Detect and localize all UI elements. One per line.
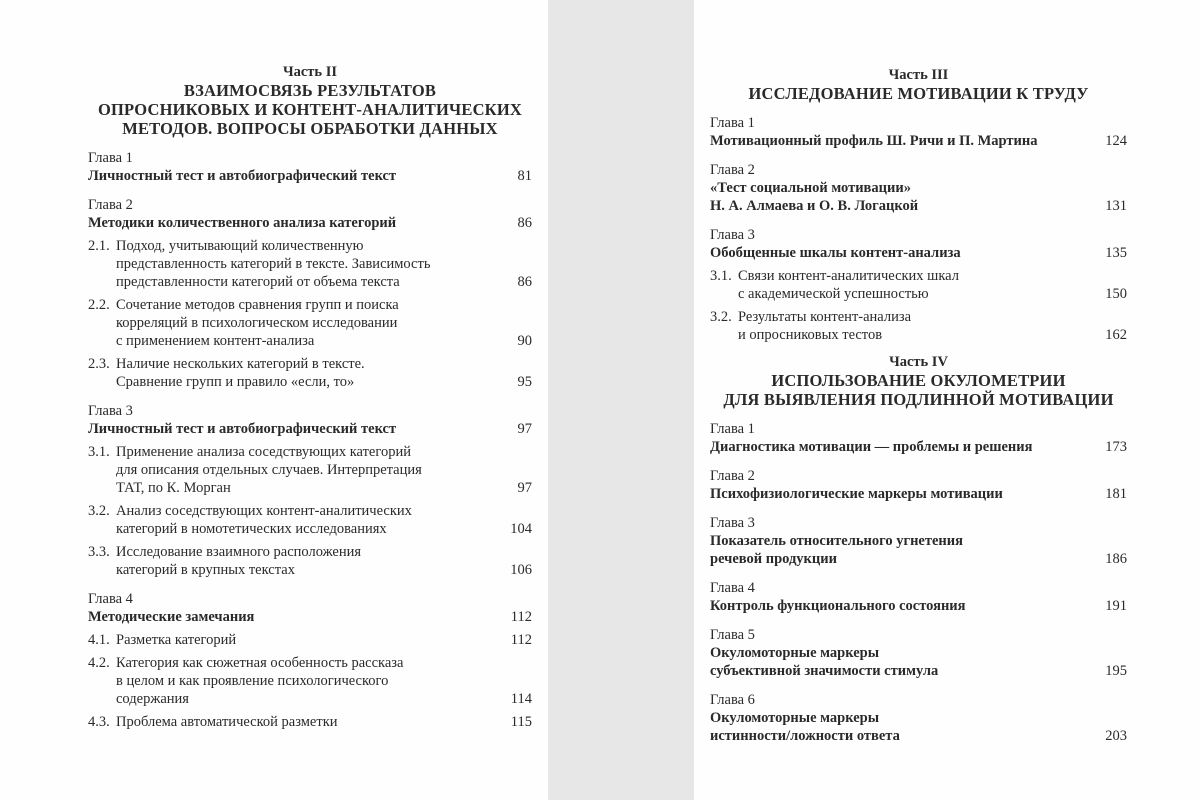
chapter-number: Глава 3 — [710, 227, 755, 243]
chapter-row — [88, 420, 532, 438]
left-toc-column — [88, 63, 532, 731]
page-number: 114 — [510, 691, 532, 707]
chapter-number: Глава 2 — [88, 197, 133, 213]
toc-section — [88, 631, 532, 649]
page-number: 162 — [1105, 327, 1127, 343]
chapter-title: Контроль функционального состояния — [710, 598, 966, 614]
chapter-title: «Тест социальной мотивации» Н. А. Алмаева и О. В. Логацкой — [710, 180, 919, 214]
part-title-line: ВЗАИМОСВЯЗЬ РЕЗУЛЬТАТОВ — [183, 81, 437, 100]
chapter-row — [710, 179, 1127, 215]
part-title-line: ДЛЯ ВЫЯВЛЕНИЯ ПОДЛИННОЙ МОТИВАЦИИ — [723, 390, 1114, 409]
section-body — [738, 267, 1127, 303]
chapter-number: Глава 5 — [710, 627, 755, 643]
toc-section — [88, 713, 532, 731]
part-title-line: ИСПОЛЬЗОВАНИЕ ОКУЛОМЕТРИИ — [771, 371, 1066, 390]
section-body — [116, 502, 532, 538]
chapter-row — [710, 644, 1127, 680]
page-number: 112 — [510, 632, 532, 648]
section-body — [116, 654, 532, 708]
chapter-list — [710, 114, 1127, 344]
section-body — [116, 296, 532, 350]
chapter-title: Обобщенные шкалы контент-анализа — [710, 245, 961, 261]
chapter-number: Глава 3 — [88, 403, 133, 419]
page-number: 191 — [1105, 598, 1127, 614]
page-number: 186 — [1105, 551, 1127, 567]
toc-chapter — [710, 514, 1127, 568]
chapter-row — [710, 244, 1127, 262]
chapter-row — [88, 167, 532, 185]
toc-section — [88, 443, 532, 497]
toc-chapter — [88, 149, 532, 185]
chapter-title: Личностный тест и автобиографический текст — [88, 421, 397, 437]
chapter-row — [710, 132, 1127, 150]
section-title: Анализ соседствующих контент-аналитических категорий в номотетических исследованиях — [116, 503, 412, 537]
section-number: 4.1. — [88, 632, 110, 648]
page-number: 135 — [1105, 245, 1127, 261]
chapter-number: Глава 4 — [88, 591, 133, 607]
chapter-title: Психофизиологические маркеры мотивации — [710, 486, 1003, 502]
page-number: 181 — [1105, 486, 1127, 502]
section-body — [116, 237, 532, 291]
chapter-row — [88, 214, 532, 232]
right-toc-column — [710, 66, 1127, 745]
section-body — [116, 355, 532, 391]
page-number: 203 — [1105, 728, 1127, 744]
chapter-number: Глава 2 — [710, 162, 755, 178]
page-number: 131 — [1105, 198, 1127, 214]
section-body — [116, 631, 532, 649]
toc-section — [88, 543, 532, 579]
chapter-number: Глава 4 — [710, 580, 755, 596]
page-number: 104 — [510, 521, 532, 537]
section-title: Разметка категорий — [116, 632, 237, 648]
section-number: 4.3. — [88, 714, 110, 730]
page-number: 86 — [517, 215, 532, 231]
toc-section — [88, 296, 532, 350]
section-number: 4.2. — [88, 655, 110, 671]
chapter-title: Окуломоторные маркеры субъективной значимости стимула — [710, 645, 939, 679]
chapter-number: Глава 2 — [710, 468, 755, 484]
section-number: 3.1. — [88, 444, 110, 460]
toc-chapter — [710, 226, 1127, 344]
page-number: 90 — [517, 333, 532, 349]
chapter-title: Методики количественного анализа категорий — [88, 215, 397, 231]
page-number: 124 — [1105, 133, 1127, 149]
section-title: Наличие нескольких категорий в тексте. Сравнение групп и правило «если, то» — [116, 356, 365, 390]
page-number: 115 — [510, 714, 532, 730]
section-body — [738, 308, 1127, 344]
toc-section — [710, 267, 1127, 303]
chapter-title: Диагностика мотивации — проблемы и решения — [710, 439, 1033, 455]
toc-section — [88, 355, 532, 391]
chapter-row — [710, 597, 1127, 615]
part-heading — [710, 66, 1127, 103]
section-title: Исследование взаимного расположения категорий в крупных текстах — [116, 544, 362, 578]
page-number: 195 — [1105, 663, 1127, 679]
page-number: 81 — [517, 168, 532, 184]
toc-chapter — [710, 114, 1127, 150]
page-number: 112 — [510, 609, 532, 625]
toc-section — [710, 308, 1127, 344]
chapter-list — [88, 149, 532, 731]
chapter-row — [710, 709, 1127, 745]
toc-section — [88, 654, 532, 708]
part-heading — [710, 353, 1127, 409]
page-number: 86 — [517, 274, 532, 290]
toc-chapter — [88, 402, 532, 579]
section-title: Связи контент-аналитических шкал с академической успешностью — [738, 268, 959, 302]
section-body — [116, 713, 532, 731]
chapter-number: Глава 1 — [88, 150, 133, 166]
section-number: 3.2. — [88, 503, 110, 519]
chapter-title: Методические замечания — [88, 609, 255, 625]
page-number: 150 — [1105, 286, 1127, 302]
chapter-title: Показатель относительного угнетения речевой продукции — [710, 533, 963, 567]
chapter-row — [710, 438, 1127, 456]
section-body — [116, 543, 532, 579]
section-number: 3.1. — [710, 268, 732, 284]
chapter-row — [710, 532, 1127, 568]
chapter-row — [88, 608, 532, 626]
section-title: Подход, учитывающий количественную представленность категорий в тексте. Зависимость представленности категорий от объема текста — [116, 238, 431, 290]
toc-chapter — [710, 420, 1127, 456]
part-label: Часть III — [888, 67, 949, 83]
chapter-title: Окуломоторные маркеры истинности/ложности ответа — [710, 710, 900, 744]
section-number: 2.3. — [88, 356, 110, 372]
toc-chapter — [710, 161, 1127, 215]
section-number: 2.2. — [88, 297, 110, 313]
section-title: Проблема автоматической разметки — [116, 714, 338, 730]
toc-chapter — [710, 626, 1127, 680]
toc-section — [88, 237, 532, 291]
toc-section — [88, 502, 532, 538]
chapter-row — [710, 485, 1127, 503]
page-number: 95 — [517, 374, 532, 390]
toc-chapter — [710, 467, 1127, 503]
section-title: Применение анализа соседствующих категорий для описания отдельных случаев. Интерпретация ТАТ, по К. Морган — [116, 444, 422, 496]
chapter-list — [710, 420, 1127, 745]
page-number: 97 — [517, 480, 532, 496]
section-body — [116, 443, 532, 497]
part-label: Часть IV — [889, 354, 948, 370]
section-number: 3.2. — [710, 309, 732, 325]
section-title: Результаты контент-анализа и опросниковых тестов — [738, 309, 912, 343]
book-gutter — [548, 0, 694, 800]
page-number: 106 — [510, 562, 532, 578]
part-title-line: ИССЛЕДОВАНИЕ МОТИВАЦИИ К ТРУДУ — [748, 84, 1089, 103]
section-number: 2.1. — [88, 238, 110, 254]
chapter-number: Глава 1 — [710, 115, 755, 131]
toc-chapter — [710, 691, 1127, 745]
part-label: Часть II — [282, 64, 338, 80]
page-number: 97 — [517, 421, 532, 437]
part-title-line: МЕТОДОВ. ВОПРОСЫ ОБРАБОТКИ ДАННЫХ — [122, 119, 498, 138]
toc-chapter — [88, 196, 532, 391]
chapter-number: Глава 6 — [710, 692, 755, 708]
section-title: Сочетание методов сравнения групп и поиска корреляций в психологическом исследовании с применением контент-анализа — [116, 297, 399, 349]
part-heading — [88, 63, 532, 138]
chapter-title: Мотивационный профиль Ш. Ричи и П. Мартина — [710, 133, 1038, 149]
toc-chapter — [710, 579, 1127, 615]
toc-chapter — [88, 590, 532, 731]
section-number: 3.3. — [88, 544, 110, 560]
section-title: Категория как сюжетная особенность рассказа в целом и как проявление психологического содержания — [116, 655, 404, 707]
chapter-title: Личностный тест и автобиографический текст — [88, 168, 397, 184]
page-number: 173 — [1105, 439, 1127, 455]
chapter-number: Глава 3 — [710, 515, 755, 531]
part-title-line: ОПРОСНИКОВЫХ И КОНТЕНТ-АНАЛИТИЧЕСКИХ — [97, 100, 522, 119]
chapter-number: Глава 1 — [710, 421, 755, 437]
